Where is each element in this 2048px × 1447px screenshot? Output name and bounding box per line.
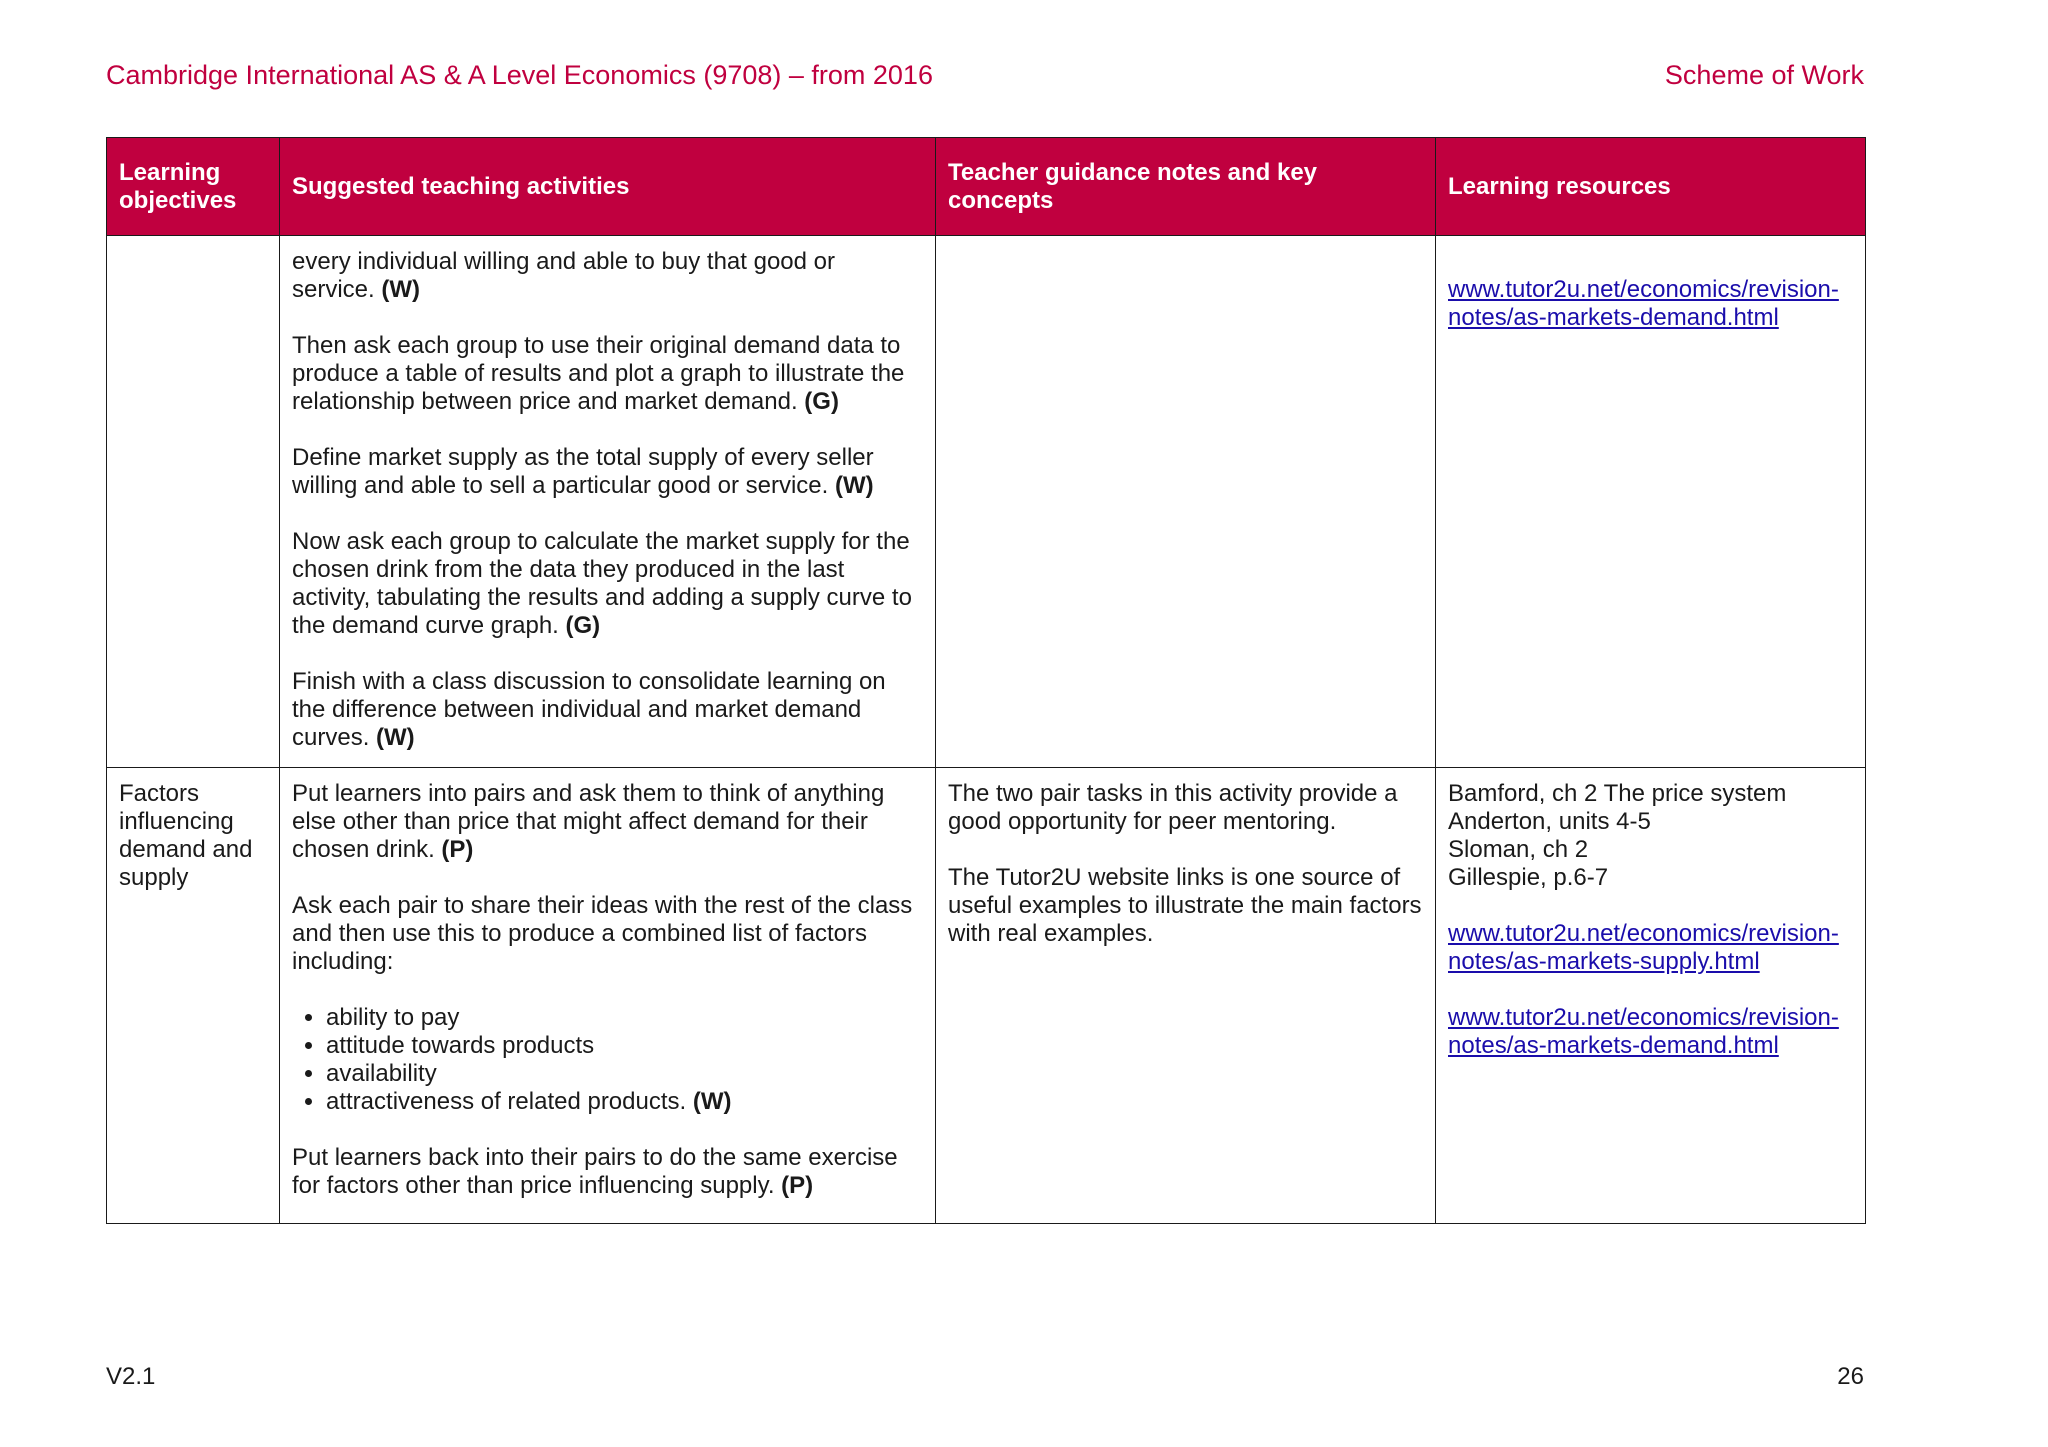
book-references (1448, 780, 1853, 892)
resources-cell (1436, 768, 1866, 1224)
objective-cell: Factors influencing demand and supply (107, 768, 280, 1224)
version-label: V2.1 (106, 1363, 156, 1390)
resource-link-demand[interactable]: www.tutor2u.net/economics/revision-notes/as-markets-demand.html (1448, 1004, 1839, 1059)
book-reference: Sloman, ch 2 (1448, 836, 1589, 863)
resource-link-wrapper (1448, 1004, 1853, 1060)
activity-paragraph: Put learners into pairs and ask them to think of anything else other than price that might affect demand for their chosen drink. (P) (292, 780, 885, 863)
guidance-paragraph: The Tutor2U website links is one source of useful examples to illustrate the main factors with real examples. (948, 864, 1422, 947)
guidance-paragraph: The two pair tasks in this activity provide a good opportunity for peer mentoring. (948, 780, 1398, 835)
activities-cell (280, 236, 936, 768)
activity-paragraph: Ask each pair to share their ideas with the rest of the class and then use this to produce a combined list of factors including: (292, 892, 913, 975)
resource-link-demand[interactable]: www.tutor2u.net/economics/revision-notes/as-markets-demand.html (1448, 276, 1839, 331)
activity-paragraph: Define market supply as the total supply of every seller willing and able to sell a particular good or service. (W) (292, 444, 874, 499)
activity-paragraph: Put learners back into their pairs to do the same exercise for factors other than price influencing supply. (P) (292, 1144, 898, 1199)
scheme-of-work-table (106, 137, 1866, 1224)
page-number: 26 (1837, 1363, 1864, 1390)
guidance-cell (936, 768, 1436, 1224)
list-item: • attitude towards products (326, 1032, 923, 1060)
column-header-guidance-notes: Teacher guidance notes and key concepts (936, 138, 1436, 236)
activity-paragraph: Now ask each group to calculate the market supply for the chosen drink from the data they produced in the last activity, tabulating the results and adding a supply curve to the demand curve graph. (G) (292, 528, 912, 639)
book-reference: Anderton, units 4-5 (1448, 808, 1651, 835)
activity-paragraph: Finish with a class discussion to consolidate learning on the difference between individual and market demand curves. (W) (292, 668, 886, 751)
book-reference: Bamford, ch 2 The price system (1448, 780, 1787, 807)
guidance-cell (936, 236, 1436, 768)
objective-cell (107, 236, 280, 768)
activity-paragraph: every individual willing and able to buy that good or service. (W) (292, 248, 836, 303)
book-reference: Gillespie, p.6-7 (1448, 864, 1609, 891)
column-header-teaching-activities: Suggested teaching activities (280, 138, 936, 236)
document-type-label: Scheme of Work (1664, 60, 1864, 90)
table-row (107, 768, 1866, 1224)
column-header-learning-objectives: Learning objectives (107, 138, 280, 236)
factors-list (292, 1004, 923, 1116)
table-row (107, 236, 1866, 768)
activities-cell (280, 768, 936, 1224)
document-title: Cambridge International AS & A Level Economics (9708) – from 2016 (106, 60, 933, 90)
list-item: • attractiveness of related products. (W) (326, 1088, 923, 1116)
table-header-row (107, 138, 1866, 236)
list-item: • ability to pay (326, 1004, 923, 1032)
activity-paragraph: Then ask each group to use their original demand data to produce a table of results and plot a graph to illustrate the relationship between price and market demand. (G) (292, 332, 905, 415)
list-item: • availability (326, 1060, 923, 1088)
resource-link-supply[interactable]: www.tutor2u.net/economics/revision-notes/as-markets-supply.html (1448, 920, 1839, 975)
resources-cell (1436, 236, 1866, 768)
column-header-learning-resources: Learning resources (1436, 138, 1866, 236)
resource-link-wrapper (1448, 920, 1853, 976)
